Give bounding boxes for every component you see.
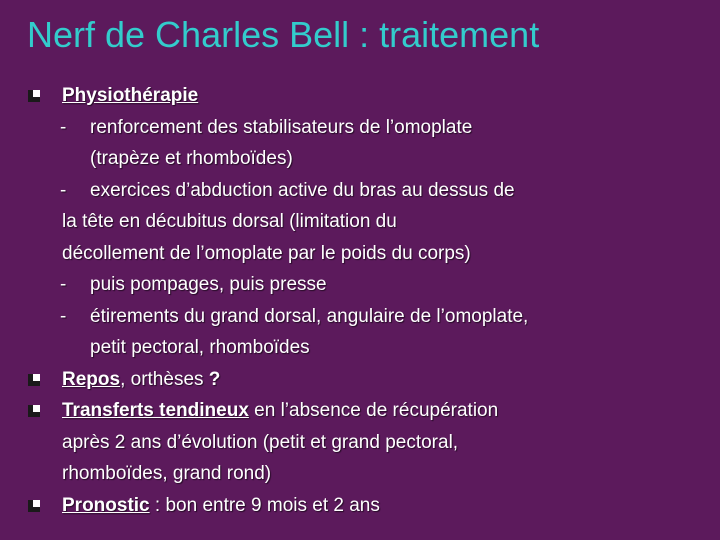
physio-item-1-cont [28,143,708,175]
physio-item-1-text-2: (trapèze et rhomboïdes) [90,148,293,169]
physio-item-3 [28,269,708,301]
square-bullet-icon [28,500,40,512]
transferts-line [28,395,708,427]
physio-item-2-text-2: la tête en décubitus dorsal (limitation du [62,211,397,232]
pronostic-line [28,490,708,522]
transferts-cont [28,427,708,459]
physio-item-4 [28,301,708,333]
repos-text: , orthèses [120,368,209,390]
pronostic-heading: Pronostic [62,494,150,516]
physio-item-2-text-3: décollement de l’omoplate par le poids du corps) [62,242,471,264]
repos-line [28,364,708,396]
physio-item-1-text: renforcement des stabilisateurs de l’omoplate [90,116,473,138]
square-bullet-icon [28,405,40,417]
slide-content [28,80,708,521]
physio-item-4-text: étirements du grand dorsal, angulaire de l’omoplate, [90,305,529,327]
transferts-heading: Transferts tendineux [62,400,249,421]
physio-item-2-cont [28,206,708,238]
dash-marker: - [60,274,67,295]
physio-item-4-text-2: petit pectoral, rhomboïdes [90,337,310,358]
dash-marker: - [60,179,67,201]
physio-heading: Physiothérapie [62,85,199,106]
repos-question: ? [208,368,221,390]
physio-item-2-text: exercices d’abduction active du bras au dessus de [90,179,515,201]
physio-item-2-cont-2 [28,238,708,270]
pronostic-text: : bon entre 9 mois et 2 ans [149,494,380,516]
slide-title: Nerf de Charles Bell : traitement [27,14,540,55]
square-bullet-icon [28,374,40,386]
physio-item-1 [28,112,708,144]
repos-heading: Repos [62,368,121,390]
transferts-cont-2 [28,458,708,490]
dash-marker: - [60,305,67,327]
physio-item-2 [28,175,708,207]
physio-item-4-cont [28,332,708,364]
dash-marker: - [60,116,67,138]
physio-item-3-text: puis pompages, puis presse [90,274,327,295]
transferts-text-3: rhomboïdes, grand rond) [62,463,272,484]
square-bullet-icon [28,90,40,102]
transferts-text: en l’absence de récupération [248,400,499,421]
transferts-text-2: après 2 ans d’évolution (petit et grand pectoral, [62,431,459,453]
physio-heading-line [28,80,708,112]
